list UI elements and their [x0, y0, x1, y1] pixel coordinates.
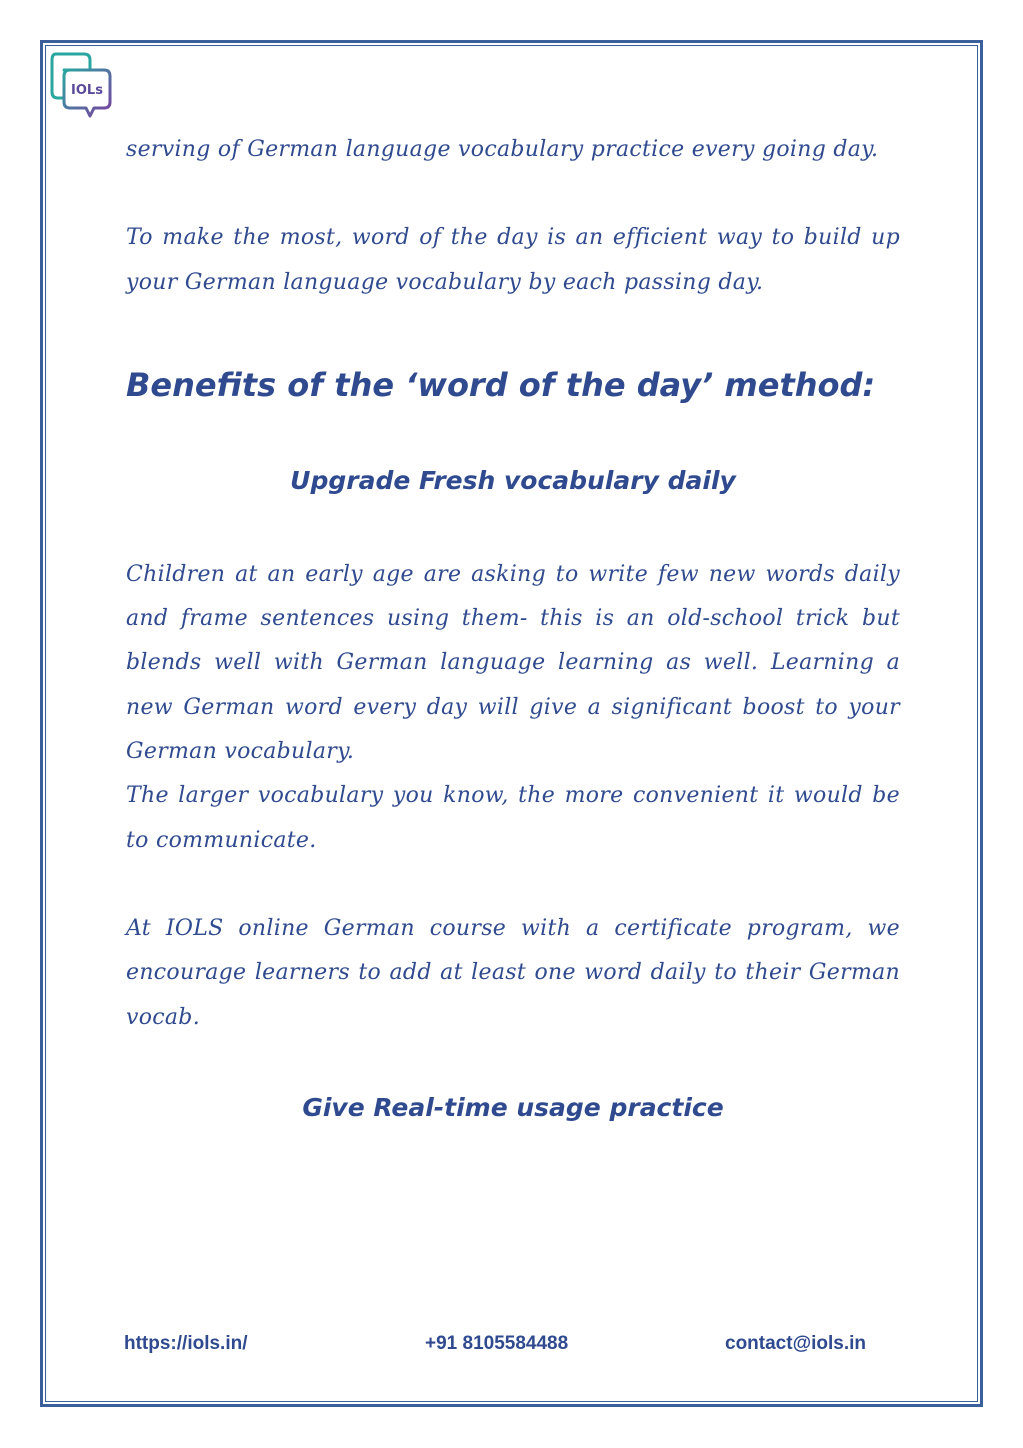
section-1-title: Upgrade Fresh vocabulary daily	[290, 465, 736, 495]
footer-phone[interactable]: +91 8105584488	[425, 1333, 569, 1354]
logo-text: IOLs	[71, 83, 103, 98]
footer-email-link[interactable]: contact@iols.in	[725, 1333, 866, 1354]
document-content	[126, 128, 900, 1128]
section-1-paragraph-2: The larger vocabulary you know, the more convenient it would be to communicate.	[126, 783, 900, 853]
section-1-paragraph-1: Children at an early age are asking to write few new words daily and frame sentences using them- this is an old-school trick but blends well with German language learning as well. Learning a new German word every day will give a significant boost to your German vocabulary.	[126, 561, 900, 765]
section-1-paragraph-3: At IOLS online German course with a certificate program, we encourage learners to add at least one word daily to their German vocab.	[126, 915, 900, 1030]
page-footer	[0, 1333, 1023, 1361]
intro-paragraph-1: serving of German language vocabulary practice every going day.	[126, 137, 879, 162]
footer-website-link[interactable]: https://iols.in/	[124, 1333, 248, 1354]
section-2-title: Give Real-time usage practice	[302, 1092, 724, 1122]
iols-logo	[50, 50, 112, 118]
intro-paragraph-2: To make the most, word of the day is an efficient way to build up your German language vocabulary by each passing day.	[126, 225, 900, 295]
benefits-heading: Benefits of the ‘word of the day’ method:	[126, 365, 876, 404]
